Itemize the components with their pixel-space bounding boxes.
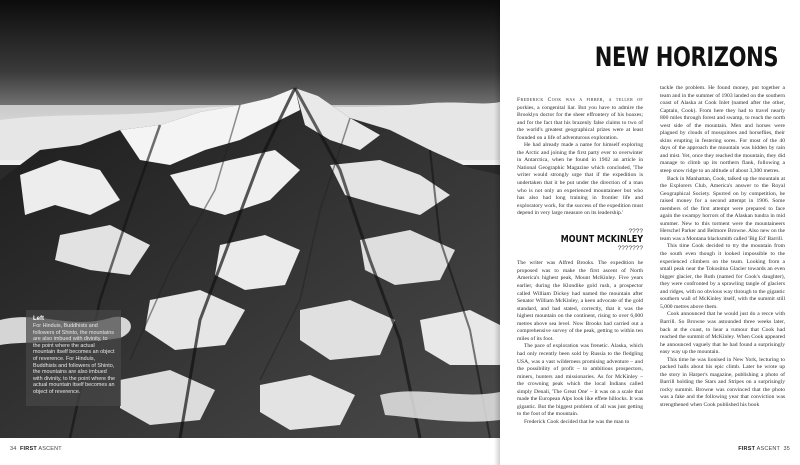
section-subhead: MOUNT MCKINLEY — [560, 234, 643, 246]
paragraph: The pace of exploration was frenetic. Alaska, which had only recently been sold by Russia to the fledgling USA, was a vast wilderness promising adventure – and the possibility of profit – to ambitious prospectors, miners, hunters and missionaries. As for McKinley – the crowning peak which the local Indians called simply Denali, 'The Great One' – it was on a scale that made the European Alps look like effete hillocks. It was gigantic. But the biggest problem of all was just getting to the foot of the mountain. — [517, 343, 643, 418]
paragraph: Back in Manhattan, Cook, talked up the mountain at the Explorers Club, America's answer to the Royal Geographical Society. Spurred on by competition, he raised money for a second attempt in 1906. Some members of the first attempt were prepared to face again the swampy horrors of the Alaskan tundra in mid summer. New to this torment were the mountaineers Herschel Parker and Belmore Browne. Also new on the team was a Montana blacksmith called 'Big Ed' Barrill. — [660, 175, 785, 242]
paragraph: This time Cook decided to try the mountain from the south even though it looked impossible to the experienced climbers on the team. Looking from a small peak near the Tokositna Glacier towards an even bigger glacier, the Ruth (named for Cook's daughter), they were confronted by a sprawling tangle of glaciers and ridges, with no obvious way through to the gigantic southern wall of McKinley itself, with the summit still 5,000 metres above them. — [660, 243, 785, 310]
photo-caption — [26, 310, 121, 406]
paragraph: Frederick Cook decided that he was the man to — [524, 418, 630, 425]
caption-heading: Left — [33, 316, 44, 322]
paragraph: The writer was Alfred Brooks. The expedition he proposed was to make the first ascent of North America's highest peak, Mount McKinley. Five years earlier, during the Klondike gold rush, a prospector called William Dickey had named the mountain after Senator William McKinley, a keen advocate of the gold standard, and had stated, correctly, that it was the highest mountain on the continent, rising to over 6,000 metres above sea level. Now Brooks had carried out a comprehensive survey of the peak, getting to within ten miles of its foot. — [517, 260, 643, 342]
text-column-right — [660, 85, 785, 410]
section-name-right: ASCENT — [756, 446, 780, 452]
caption-text: For Hinduis, Buddhists and followers of Shinto, the mountains are also imbued with divinity, to the point where the actual mountain itself becomes an object of reverence. For Hinduis, Buddhists and followers of Shinto, the mountains are also imbued with divinity, to the point where the actual mountain itself becomes an object of reverence. — [33, 323, 116, 395]
paragraph: Cook announced that he would just do a recce with Barrill. So Browne was astounded three weeks later, back at the coast, to hear a rumour that Cook had reached the summit of McKinley. When Cook appeared he announced vaguely that he had found a surprisingly easy way up the mountain. — [660, 311, 785, 356]
subhead-marker-top: ???? — [628, 227, 643, 235]
lead-in: Frederick Cook was a fibber, a teller of — [517, 97, 643, 103]
article-headline: NEW HORIZONS — [594, 42, 778, 73]
subhead-marker-bottom: ??????? — [617, 244, 643, 252]
paragraph: This time he was lionised in New York, lecturing to packed halls about his epic climb. Later he wrote up the story in Harper's magazine, publishing a photo of Barrill holding the Stars and Stripes on a surprisingly rocky summit. Browne was convinced that the photo was a fake and the following year that conviction was strengthened when Cook published his book — [660, 356, 785, 408]
paragraph — [517, 97, 643, 142]
page-number-left: 34 — [10, 446, 17, 452]
paragraph-text: porkies, a congenital liar. But you have to admire the Brooklyn doctor for the sheer effrontery of his hoaxes; and for the fact that his brazenly false claims to two of the world's greatest geographical prizes were at least founded on a life of adventurous exploration. — [517, 104, 643, 141]
page-number-right: 35 — [783, 446, 790, 452]
folio-left — [10, 446, 62, 452]
paragraph: He had already made a name for himself exploring the Arctic and joining the first party ever to overwinter in Antarctica, when he found in 1902 an article in National Geographic Magazine which concluded, 'The writer would strongly urge that if the expedition is undertaken that it be put under the direction of a man who is not only an experienced mountaineer but who has also had long training in frontier life and exploratory work, for the success of the expedition must depend in very large measure on its leadership.' — [517, 142, 643, 217]
folio-right — [738, 446, 790, 452]
section-name-left: ASCENT — [38, 446, 62, 452]
magazine-name-left: FIRST — [20, 446, 37, 452]
subhead-block — [517, 228, 643, 253]
paragraph: tackle the problem. He found money, put together a team and in the summer of 1903 landed on the southern coast of Alaska at Cook Inlet (named after the other, Captain, Cook). From here they had to travel nearly 800 miles through forest and swamp, to reach the north west side of the mountain. Men and horses were plagued by clouds of mosquitoes and horseflies, their skins erupting in festering sores. For most of the 40 days of the approach the mountain was hidden by rain and mist. Yet, once they reached the mountain, they did manage to climb up its northern flank, following a steep snow ridge to an altitude of about 3,300 metres. — [660, 85, 785, 175]
text-column-left — [517, 97, 643, 426]
right-page — [500, 0, 800, 465]
magazine-name-right: FIRST — [738, 446, 756, 452]
